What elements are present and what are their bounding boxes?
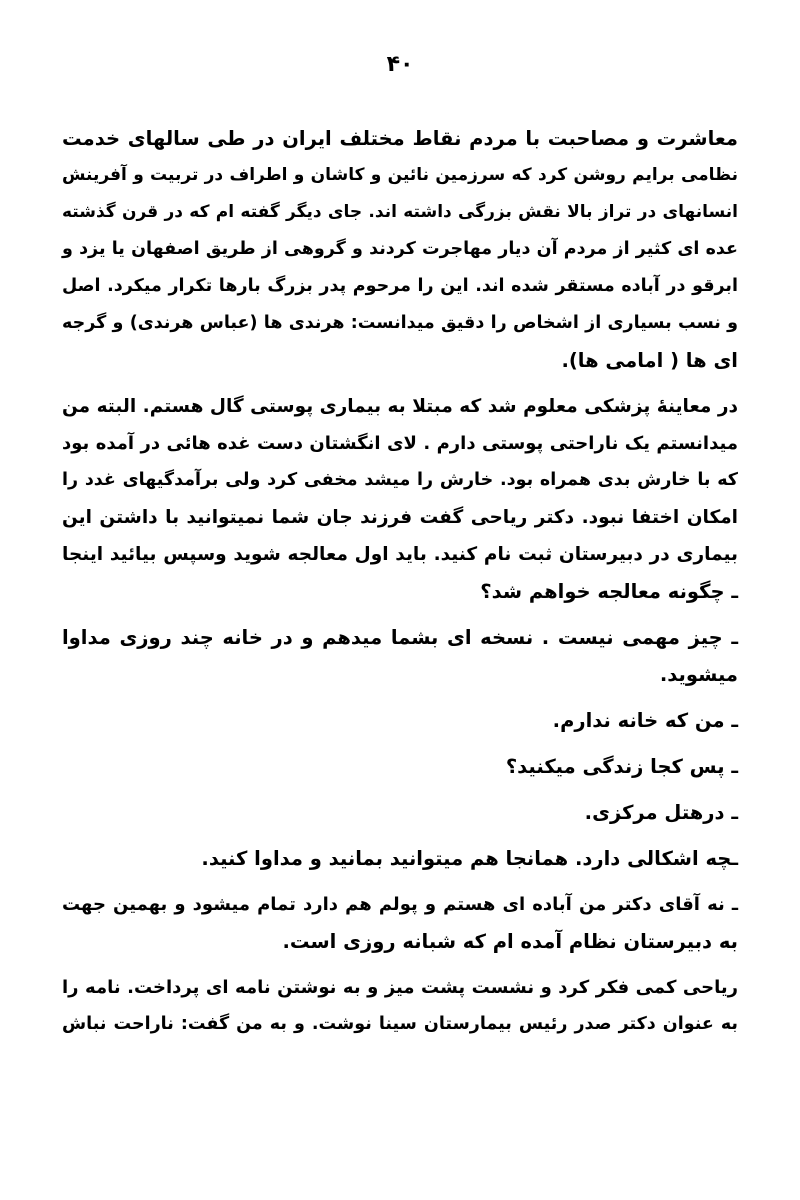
text-line: میشوید. [659,663,738,686]
text-line: در معاینهٔ پزشکی معلوم شد که مبتلا به بیماری پوستی گال هستم. البته من [62,396,738,417]
text-line: نظامی برایم روشن کرد که سرزمین نائین و کاشان و اطراف در تربیت و آفرینش [62,165,738,185]
text-line: ـچه اشکالی دارد. همانجا هم میتوانید بمانید و مداوا کنید. [201,847,738,870]
text-line: ـ چگونه معالجه خواهم شد؟ [480,580,738,603]
paragraph-gap [62,877,738,886]
text-line: و نسب بسیاری از اشخاص را دقیق میدانست: هرندی ها (عباس هرندی) و گرجه [62,313,738,333]
text-line: ـ من که خانه ندارم. [552,709,738,732]
text-line: ـ چیز مهمی نیست . نسخه ای بشما میدهم و در خانه چند روزی مداوا [62,626,738,649]
page-number: ۴۰ [386,52,414,77]
text-line: ـ درهتل مرکزی. [584,801,738,824]
text-line: ای ها ( امامی ها). [561,349,738,372]
text-line: معاشرت و مصاحبت با مردم نقاط مختلف ایران در طی سالهای خدمت [62,127,738,150]
body-text [62,120,738,1043]
text-line: ریاحی کمی فکر کرد و نشست پشت میز و به نوشتن نامه ای پرداخت. نامه را [62,977,738,998]
text-line: انسانهای در تراز بالا نقش بزرگی داشته اند. جای دیگر گفته ام که در قرن گذشته [62,202,738,222]
paragraph-gap [62,610,738,619]
text-line: که با خارش بدی همراه بود. خارش را میشد مخفی کرد ولی برآمدگیهای غدد را [62,470,738,490]
text-line: به دبیرستان نظام آمده ام که شبانه روزی است. [282,930,738,953]
text-line: ـ پس کجا زندگی میکنید؟ [505,755,738,778]
paragraph-gap [62,785,738,794]
text-line: امکان اختفا نبود. دکتر ریاحی گفت فرزند جان شما نمیتوانید با داشتن این [62,507,738,528]
text-line: بیماری در دبیرستان ثبت نام کنید. باید اول معالجه شوید وسپس بیائید اینجا [62,544,738,565]
paragraph-gap [62,379,738,388]
paragraph-gap [62,693,738,702]
text-line: به عنوان دکتر صدر رئیس بیمارستان سینا نوشت. و به من گفت: ناراحت نباش [62,1014,738,1034]
paragraph-gap [62,960,738,969]
text-line: میدانستم یک ناراحتی پوستی دارم . لای انگشتان دست غده هائی در آمده بود [62,433,738,454]
text-line: عده ای کثیر از مردم آن دیار مهاجرت کردند و گروهی از طریق اصفهان یا یزد و [62,239,738,259]
text-line: ـ نه آقای دکتر من آباده ای هستم و پولم هم دارد تمام میشود و بهمین جهت [62,894,738,915]
paragraph-gap [62,739,738,748]
paragraph-gap [62,831,738,840]
text-line: ابرقو در آباده مستقر شده اند. این را مرحوم پدر بزرگ بارها تکرار میکرد. اصل [62,276,738,296]
